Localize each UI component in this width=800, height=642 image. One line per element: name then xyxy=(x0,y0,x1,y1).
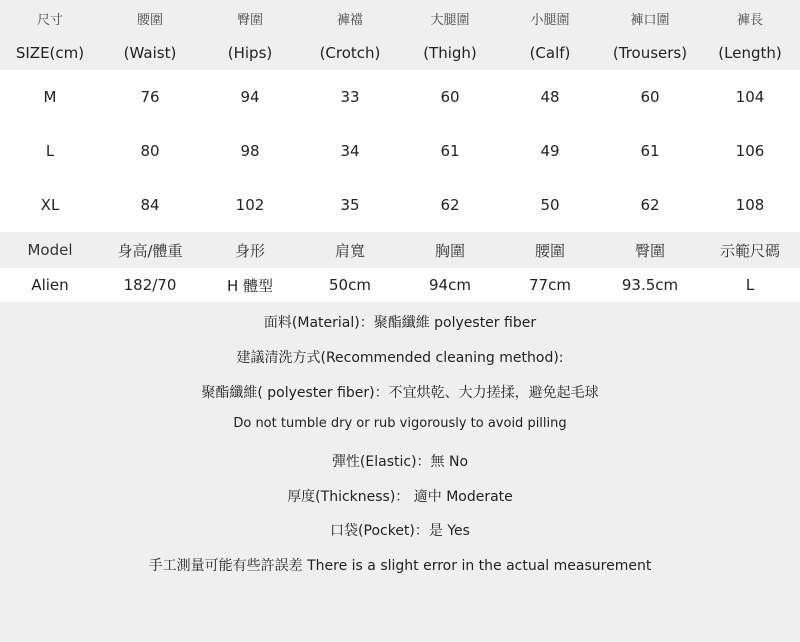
trousers-value: 62 xyxy=(640,196,660,214)
measurement-error-note: 手工測量可能有些許誤差 There is a slight error in the actual measurement xyxy=(148,558,652,574)
elastic-note: 彈性(Elastic)：無 No xyxy=(331,454,469,470)
header-en-crotch: (Crotch) xyxy=(319,44,381,62)
size-header-en-row xyxy=(0,36,800,70)
crotch-value: 33 xyxy=(340,88,360,106)
model-name: Alien xyxy=(31,276,69,294)
model-row xyxy=(0,268,800,302)
thigh-value: 60 xyxy=(440,88,460,106)
header-en-length: (Length) xyxy=(718,44,782,62)
header-zh-calf: 小腿圍 xyxy=(530,12,570,28)
length-value: 108 xyxy=(735,196,765,214)
length-value: 106 xyxy=(735,142,765,160)
cleaning-note-en: Do not tumble dry or rub vigorously to avoid pilling xyxy=(233,416,567,431)
header-en-calf: (Calf) xyxy=(529,44,571,62)
model-header-size-worn: 示範尺碼 xyxy=(719,241,780,260)
model-chest: 94cm xyxy=(429,276,471,294)
header-en-hips: (Hips) xyxy=(227,44,273,62)
header-zh-thigh: 大腿圍 xyxy=(430,12,470,28)
waist-value: 76 xyxy=(140,88,160,106)
trousers-value: 60 xyxy=(640,88,660,106)
waist-value: 84 xyxy=(140,196,160,214)
header-en-size: SIZE(cm) xyxy=(15,44,85,62)
header-zh-hips: 臀圍 xyxy=(236,12,263,28)
model-header-hips: 臀圍 xyxy=(634,241,665,260)
header-en-thigh: (Thigh) xyxy=(423,44,477,62)
crotch-value: 35 xyxy=(340,196,360,214)
hips-value: 98 xyxy=(240,142,260,160)
model-hips: 93.5cm xyxy=(621,276,679,294)
table-row xyxy=(0,124,800,178)
calf-value: 49 xyxy=(540,142,560,160)
model-header-shoulder: 肩寬 xyxy=(334,241,365,260)
length-value: 104 xyxy=(735,88,765,106)
material-note: 面料(Material)：聚酯纖維 polyester fiber xyxy=(263,315,537,331)
thigh-value: 61 xyxy=(440,142,460,160)
model-header-waist: 腰圍 xyxy=(534,241,565,260)
calf-value: 50 xyxy=(540,196,560,214)
size-label: L xyxy=(45,142,55,160)
header-zh-waist: 腰圍 xyxy=(136,12,163,28)
pocket-note: 口袋(Pocket)：是 Yes xyxy=(330,523,470,539)
size-header-zh-row xyxy=(0,0,800,36)
model-header-chest: 胸圍 xyxy=(434,241,465,260)
cleaning-note-zh: 聚酯纖維( polyester fiber)：不宜烘乾、大力搓揉，避免起毛球 xyxy=(201,385,599,401)
crotch-value: 34 xyxy=(340,142,360,160)
model-body-shape: H 體型 xyxy=(226,276,274,295)
product-notes xyxy=(0,302,800,642)
header-en-waist: (Waist) xyxy=(123,44,177,62)
size-label: XL xyxy=(40,196,60,214)
thigh-value: 62 xyxy=(440,196,460,214)
model-size-worn: L xyxy=(745,276,755,294)
model-header-height-weight: 身高/體重 xyxy=(117,241,183,260)
header-zh-crotch: 褲襠 xyxy=(336,12,363,28)
model-waist: 77cm xyxy=(529,276,571,294)
model-shoulder: 50cm xyxy=(329,276,371,294)
waist-value: 80 xyxy=(140,142,160,160)
model-header-row xyxy=(0,232,800,268)
model-header-body-shape: 身形 xyxy=(234,241,265,260)
cleaning-title: 建議清洗方式(Recommended cleaning method): xyxy=(236,350,564,366)
header-zh-size: 尺寸 xyxy=(36,12,63,28)
thickness-note: 厚度(Thickness)： 適中 Moderate xyxy=(287,489,513,505)
calf-value: 48 xyxy=(540,88,560,106)
size-table-body xyxy=(0,70,800,232)
table-row xyxy=(0,178,800,232)
header-zh-trousers: 褲口圍 xyxy=(630,12,670,28)
header-zh-length: 褲長 xyxy=(736,12,763,28)
size-label: M xyxy=(43,88,57,106)
header-en-trousers: (Trousers) xyxy=(612,44,688,62)
model-height-weight: 182/70 xyxy=(123,276,177,294)
hips-value: 102 xyxy=(235,196,265,214)
hips-value: 94 xyxy=(240,88,260,106)
model-header-model: Model xyxy=(27,241,73,259)
trousers-value: 61 xyxy=(640,142,660,160)
table-row xyxy=(0,70,800,124)
